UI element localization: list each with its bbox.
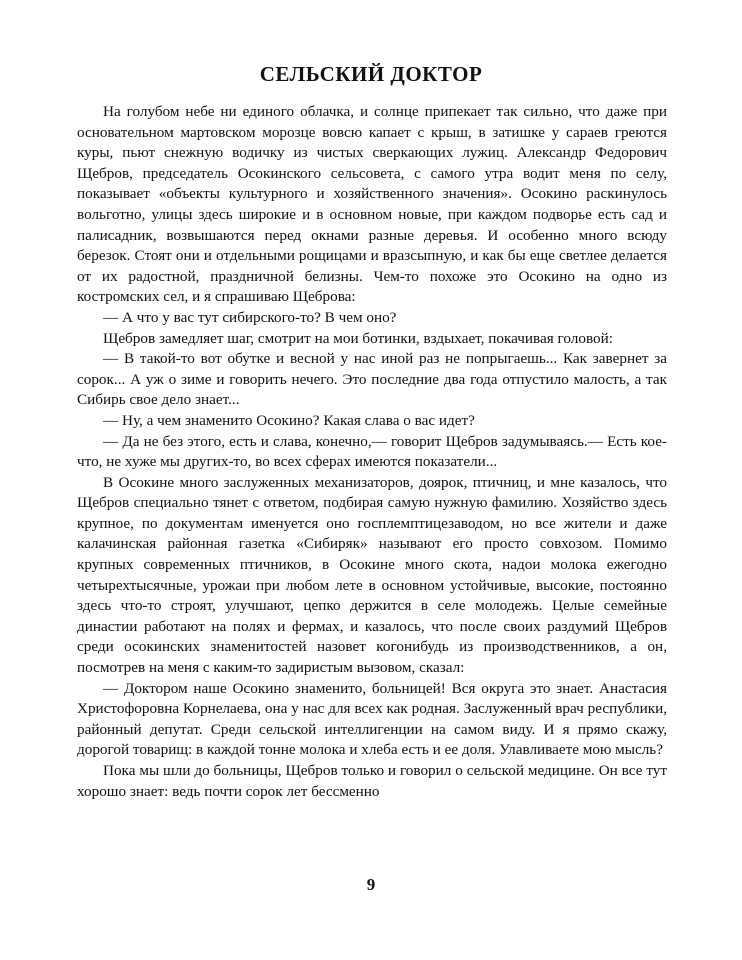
paragraph-7: В Осокине много заслуженных механизаторов, доярок, птичниц, и мне казалось, что Щебров специально тянет с ответом, подбирая самую нужную фамилию. Хозяйство здесь крупное, по документам именуется оно госплемптицезаводом, но все жители и даже калачинская районная газетка «Сибиряк» называют его просто совхозом. Помимо крупных современных птичников, в Осокине много скота, надои молока ежегодно четырехтысячные, урожаи при любом лете в основном устойчивые, высокие, постоянно здесь что-то строят, улучшают, цепко держится в селе молодежь. Целые семейные династии работают на полях и фермах, и казалось, что после своих раздумий Щебров среди осокинских знаменитостей назовет когонибудь из производственников, а он, посмотрев на меня с каким-то задиристым вызовом, сказал:	[77, 473, 667, 677]
paragraph-2: — А что у вас тут сибирского-то? В чем оно?	[103, 308, 397, 326]
paragraph-8: — Доктором наше Осокино знаменито, больницей! Вся округа это знает. Анастасия Христофоровна Корнелаева, она у нас для всех как родная. Заслуженный врач республики, районный депутат. Среди сельской интеллигенции на самом виду. И я прямо скажу, дорогой товарищ: в каждой тонне молока и хлеба есть и ее доля. Улавливаете мою мысль?	[77, 679, 667, 759]
paragraph-1: На голубом небе ни единого облачка, и солнце припекает так сильно, что даже при основательном мартовском морозце вовсю капает с крыш, в затишке у сараев греются куры, пьют снежную водичку из чистых сверкающих лужиц. Александр Федорович Щебров, председатель Осокинского сельсовета, с самого утра водит меня по селу, показывает «объекты культурного и хозяйственного значения». Осокино раскинулось вольготно, улицы здесь широкие и в основном новые, при каждом подворье есть сад и палисадник, возвышаются перед окнами разные деревья. И особенно много всюду березок. Стоят они и отдельными рощицами и вразсыпную, и как бы еще светлее делается от их радостной, праздничной белизны. Чем-то похоже это Осокино на одно из костромских сел, и я спрашиваю Щеброва:	[77, 103, 667, 306]
page-title: СЕЛЬСКИЙ ДОКТОР	[259, 62, 483, 86]
paragraph-9: Пока мы шли до больницы, Щебров только и говорил о сельской медицине. Он все тут хорошо знает: ведь почти сорок лет бессменно	[77, 762, 667, 800]
article-body	[77, 102, 667, 802]
paragraph-6: — Да не без этого, есть и слава, конечно,— говорит Щебров задумываясь.— Есть кое-что, не хуже мы других-то, во всех сферах имеются показатели...	[77, 432, 667, 471]
paragraph-5: — Ну, а чем знаменито Осокино? Какая слава о вас идет?	[103, 411, 475, 429]
paragraph-3: Щебров замедляет шаг, смотрит на мои ботинки, вздыхает, покачивая головой:	[103, 329, 613, 347]
page-number: 9	[366, 875, 376, 894]
paragraph-4: — В такой-то вот обутке и весной у нас иной раз не попрыгаешь... Как завернет за сорок... А уж о зиме и говорить нечего. Это последние два года отпустило малость, а так Сибирь свое дело знает...	[77, 350, 667, 409]
